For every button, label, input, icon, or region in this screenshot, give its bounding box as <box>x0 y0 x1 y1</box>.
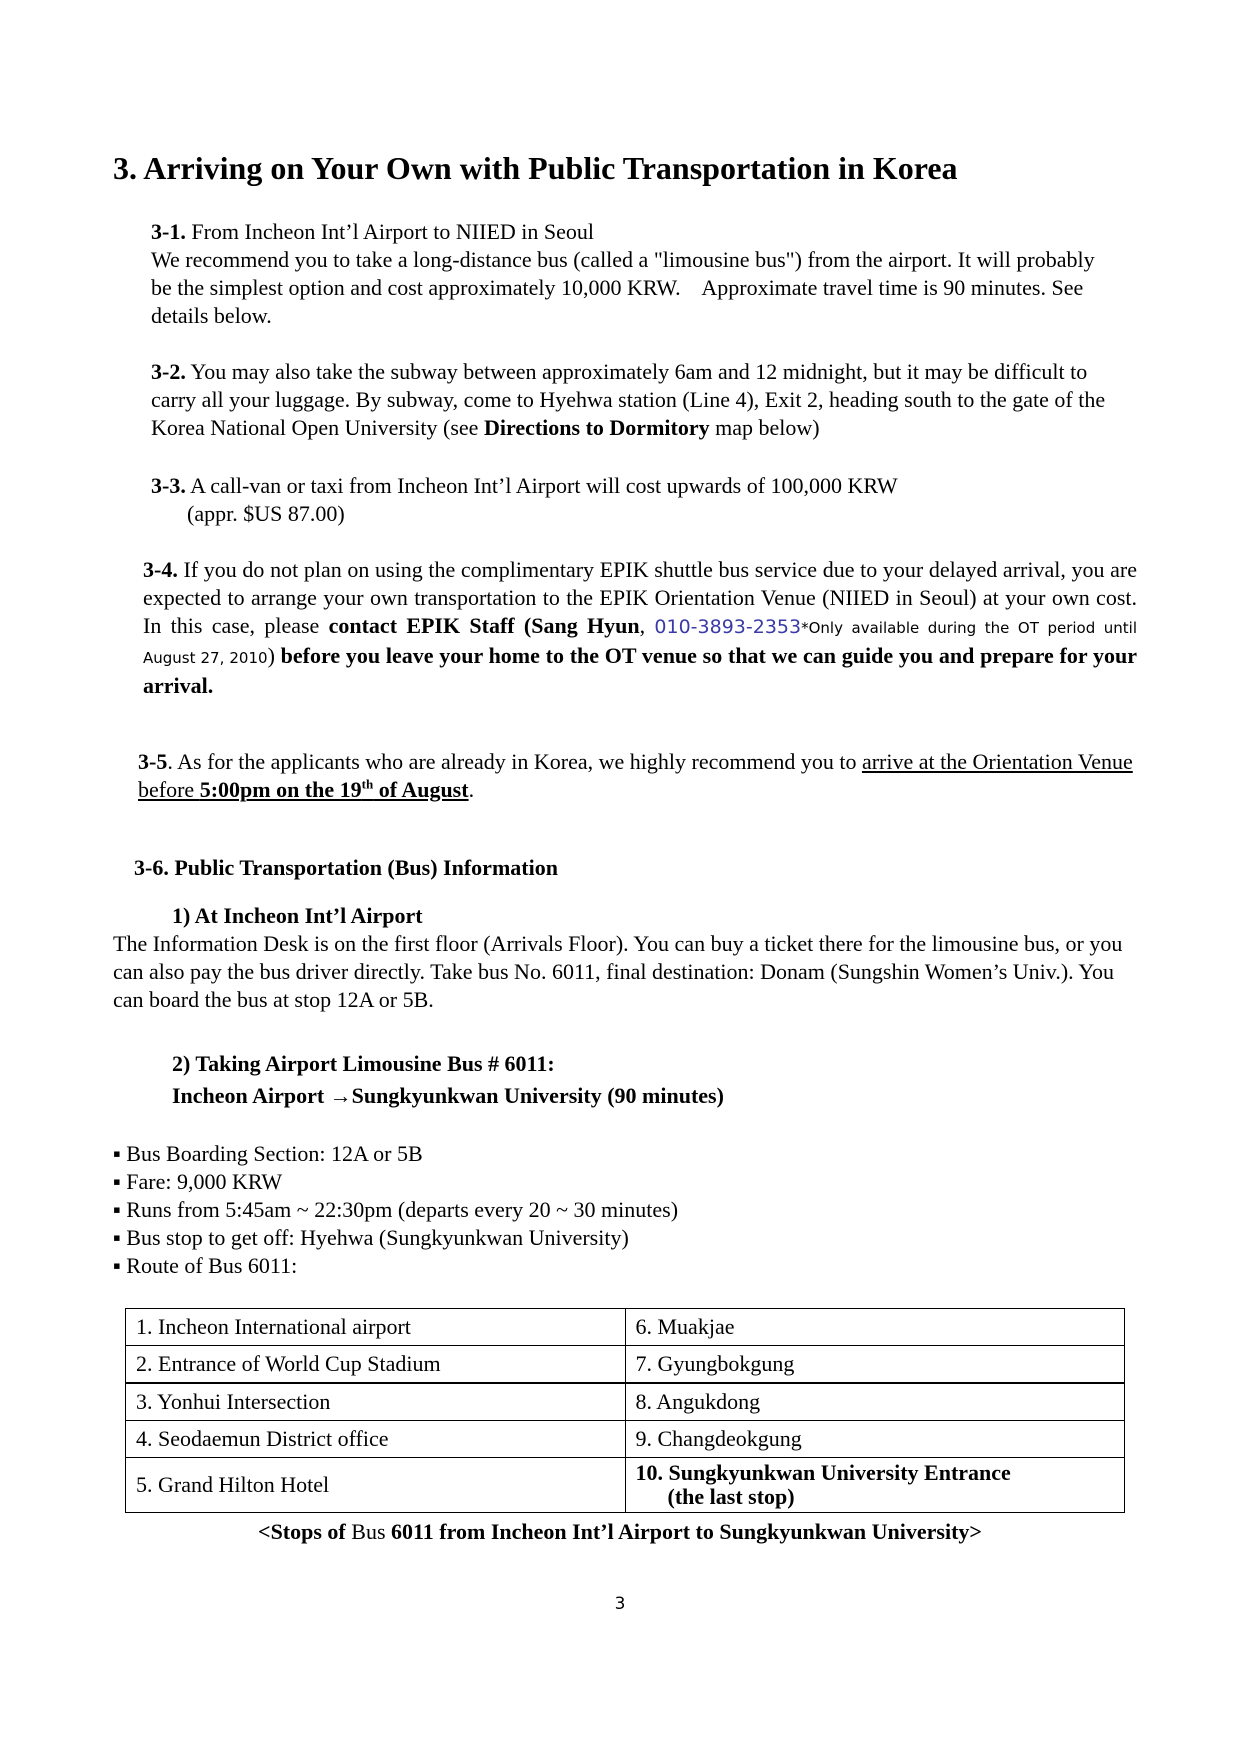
last-stop-note: (the last stop) <box>667 1484 795 1509</box>
table-cell: 4. Seodaemun District office <box>126 1421 626 1458</box>
section-3-4 <box>143 556 1154 700</box>
subsection-2-heading <box>172 1050 724 1110</box>
subsection-1-body: The Information Desk is on the first floor (Arrivals Floor). You can buy a ticket there for the limousine bus, or you can also pay the bus driver directly. Take bus No. 6011, final destination: Donam (Sungshin Women’s Univ.). You can board the bus at stop 12A or 5B. <box>113 931 1123 1012</box>
table-cell: 7. Gyungbokgung <box>625 1346 1125 1384</box>
section-3-1 <box>151 218 1111 330</box>
section-body: We recommend you to take a long-distance bus (called a "limousine bus") from the airport. It will probably be the simplest option and cost approximately 10,000 KRW. Approximate travel time is 90 minutes. See details below. <box>151 247 1101 328</box>
bus-stops-table <box>125 1308 1125 1513</box>
last-stop-name: 10. Sungkyunkwan University Entrance <box>635 1460 1011 1485</box>
caption-part: 6011 from Incheon Int’l Airport to Sungkyunkwan University> <box>385 1519 982 1544</box>
table-cell: 3. Yonhui Intersection <box>126 1383 626 1421</box>
table-caption <box>0 1519 1240 1545</box>
subsection-2-line1: 2) Taking Airport Limousine Bus # 6011: <box>172 1051 555 1076</box>
section-line: A call-van or taxi from Incheon Int’l Airport will cost upwards of 100,000 KRW <box>185 473 898 498</box>
table-cell: 9. Changdeokgung <box>625 1421 1125 1458</box>
deadline-text: arrive at the Orientation Venue before <box>138 749 1133 802</box>
bus-info-list <box>113 1140 678 1280</box>
section-body: If you do not plan on using the complimentary EPIK shuttle bus service due to your delayed arrival, you are expected to arrange your own transportation to the EPIK Orientation Venue (NIIED in Seoul) at your own cost. In this case, please <box>143 557 1154 638</box>
section-body-end: map below) <box>709 415 820 440</box>
table-row <box>126 1309 1125 1346</box>
table-cell: 1. Incheon International airport <box>126 1309 626 1346</box>
section-body-bold: before you leave your home to the OT venue so that we can guide you and prepare for your arrival. <box>143 643 1138 698</box>
table-row <box>126 1346 1125 1384</box>
subsection-1-heading: 1) At Incheon Int’l Airport <box>172 903 423 928</box>
caption-part: Bus <box>351 1519 386 1544</box>
page-number: 3 <box>614 1594 626 1614</box>
paren: ( <box>514 613 532 638</box>
list-item: ▪ Bus stop to get off: Hyehwa (Sungkyunkwan University) <box>113 1225 629 1250</box>
list-item: ▪ Bus Boarding Section: 12A or 5B <box>113 1141 423 1166</box>
list-item: ▪ Fare: 9,000 KRW <box>113 1169 283 1194</box>
section-3-3 <box>151 472 1111 528</box>
ordinal-suffix: th <box>361 776 374 792</box>
table-cell: 2. Entrance of World Cup Stadium <box>126 1346 626 1384</box>
comma: , <box>639 613 655 638</box>
contact-label: contact EPIK Staff <box>328 613 515 638</box>
table-cell: 6. Muakjae <box>625 1309 1125 1346</box>
section-number: 3-5 <box>138 749 168 774</box>
section-3-6-heading: 3-6. Public Transportation (Bus) Information <box>134 855 558 880</box>
section-number: 3-4. <box>143 557 178 582</box>
section-number: 3-3. <box>151 473 186 498</box>
table-cell-last-stop <box>625 1458 1125 1513</box>
directions-to-dormitory-ref: Directions to Dormitory <box>483 415 710 440</box>
table-row <box>126 1421 1125 1458</box>
list-item: ▪ Route of Bus 6011: <box>113 1253 298 1278</box>
section-3-2 <box>151 358 1111 442</box>
list-item: ▪ Runs from 5:45am ~ 22:30pm (departs every 20 ~ 30 minutes) <box>113 1197 679 1222</box>
subsection-2-line2: Incheon Airport →Sungkyunkwan University (90 minutes) <box>172 1083 724 1108</box>
contact-name: Sang Hyun <box>531 613 640 638</box>
table-row <box>126 1383 1125 1421</box>
deadline-time: 5:00pm on the 19 <box>199 777 362 802</box>
section-body: You may also take the subway between approximately 6am and 12 midnight, but it may be difficult to carry all your luggage. By subway, come to Hyehwa station (Line 4), Exit 2, heading south to the gate of the Korea National Open University (see <box>151 359 1106 440</box>
section-heading: From Incheon Int’l Airport to NIIED in Seoul <box>185 219 594 244</box>
deadline-month: of August <box>373 777 469 802</box>
contact-phone[interactable]: 010-3893-2353 <box>654 616 802 638</box>
availability-note: *Only available during the OT period until August 27, 2010 <box>143 619 1138 667</box>
section-body: . As for the applicants who are already in Korea, we highly recommend you to <box>167 749 862 774</box>
table-cell: 5. Grand Hilton Hotel <box>126 1458 626 1513</box>
section-line: (appr. $US 87.00) <box>187 501 345 526</box>
table-cell: 8. Angukdong <box>625 1383 1125 1421</box>
period: . <box>468 777 475 802</box>
section-number: 3-1. <box>151 219 186 244</box>
table-row <box>126 1458 1125 1513</box>
page-title: 3. Arriving on Your Own with Public Transportation in Korea <box>113 150 958 186</box>
paren: ) <box>267 643 275 668</box>
caption-part: <Stops of <box>258 1519 352 1544</box>
section-number: 3-2. <box>151 359 186 384</box>
section-3-5 <box>138 748 1138 804</box>
